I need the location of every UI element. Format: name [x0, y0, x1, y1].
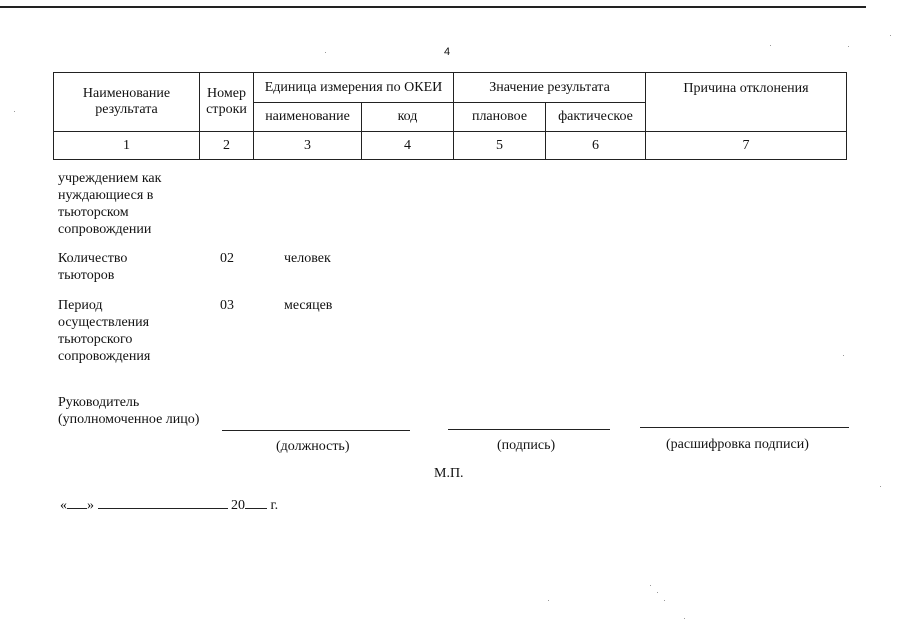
row-name: Количество тьюторов: [58, 251, 128, 283]
year-prefix: 20: [231, 498, 245, 513]
scan-speck: [880, 486, 881, 487]
date-open-quote: «: [60, 498, 67, 513]
header-value-group: Значение результата: [454, 73, 646, 103]
scan-speck: [848, 46, 849, 47]
results-table: [53, 72, 847, 160]
scan-speck: [664, 600, 665, 601]
signature-caption: (подпись): [497, 438, 556, 453]
row-number: 02: [220, 251, 234, 266]
row-name: Период осуществления тьюторского сопровождения: [58, 298, 151, 364]
decoding-caption: (расшифровка подписи): [666, 437, 809, 452]
stamp-place: М.П.: [434, 466, 464, 481]
column-number: 4: [362, 132, 454, 160]
row-unit: месяцев: [284, 298, 333, 313]
header-value-planned: плановое: [454, 103, 546, 132]
scan-speck: [650, 585, 651, 586]
header-unit-code: код: [362, 103, 454, 132]
column-number: 5: [454, 132, 546, 160]
header-unit-name: наименование: [254, 103, 362, 132]
continued-result-name: учреждением как нуждающиеся в тьюторском сопровождении: [58, 171, 162, 237]
position-caption: (должность): [276, 439, 350, 454]
signature-line: [448, 429, 610, 430]
column-number: 3: [254, 132, 362, 160]
signatory-label: Руководитель (уполномоченное лицо): [58, 395, 200, 427]
column-number: 7: [646, 132, 847, 160]
scan-speck: [657, 592, 658, 593]
scan-speck: [843, 355, 844, 356]
year-suffix: г.: [270, 498, 279, 513]
day-blank: [67, 496, 87, 509]
header-row-number: Номер строки: [200, 73, 254, 132]
scan-speck: [325, 52, 326, 53]
column-number: 6: [546, 132, 646, 160]
header-result-name: Наименование результата: [54, 73, 200, 132]
top-rule: [0, 6, 866, 8]
column-number: 1: [54, 132, 200, 160]
scan-speck: [890, 35, 891, 36]
scan-speck: [770, 45, 771, 46]
column-number: 2: [200, 132, 254, 160]
month-blank: [98, 496, 228, 509]
scan-speck: [548, 600, 549, 601]
header-unit-group: Единица измерения по ОКЕИ: [254, 73, 454, 103]
date-line: [60, 496, 278, 514]
decoding-line: [640, 427, 849, 428]
header-value-actual: фактическое: [546, 103, 646, 132]
header-deviation-reason: Причина отклонения: [646, 73, 847, 132]
date-close-quote: »: [87, 498, 94, 513]
row-unit: человек: [284, 251, 331, 266]
row-number: 03: [220, 298, 234, 313]
page-number: 4: [444, 46, 451, 58]
year-blank: [245, 496, 267, 509]
scan-speck: [684, 618, 685, 619]
position-line: [222, 430, 410, 431]
scan-speck: [14, 111, 15, 112]
